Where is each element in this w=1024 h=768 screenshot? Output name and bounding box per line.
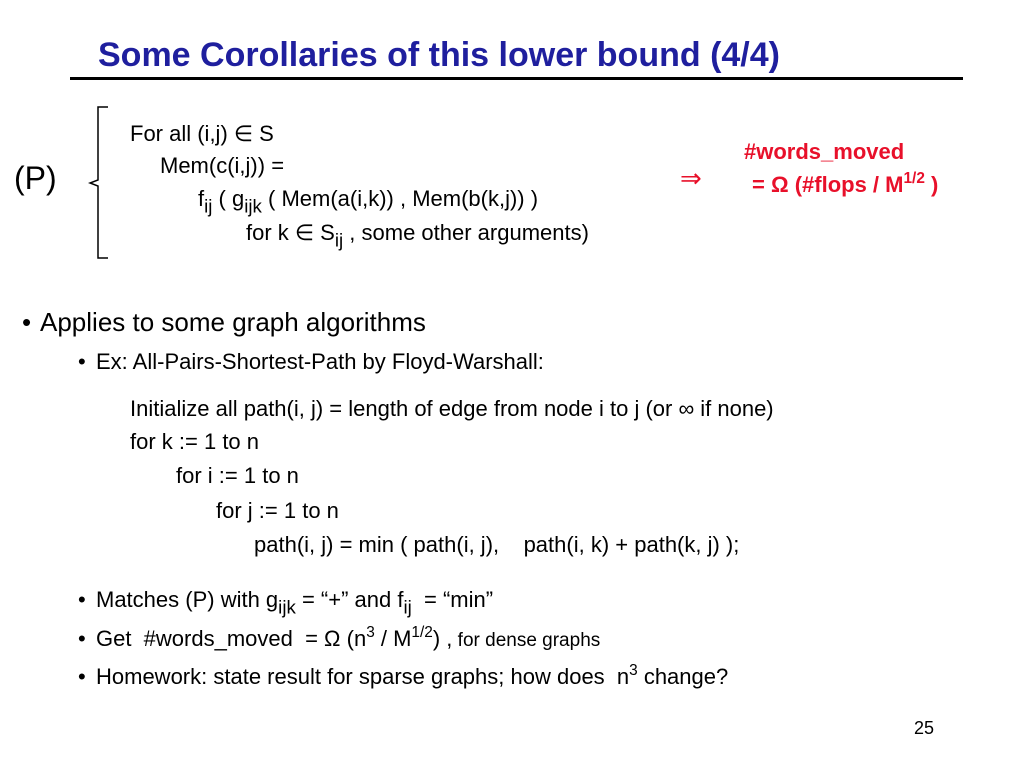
code-line-5: path(i, j) = min ( path(i, j), path(i, k) + path(k, j) ); bbox=[254, 532, 740, 557]
result-line-2-pre: = Ω (#flops / M bbox=[752, 172, 904, 197]
problem-line-2: Mem(c(i,j)) = bbox=[160, 153, 285, 178]
bullet-matches-p bbox=[96, 587, 494, 618]
b3-post: = “min” bbox=[411, 587, 494, 612]
code-line-4: for j := 1 to n bbox=[216, 498, 339, 523]
bullet-floyd-warshall: • Ex: All-Pairs-Shortest-Path by Floyd-Warshall: bbox=[96, 349, 544, 375]
bullet-homework bbox=[96, 661, 729, 690]
code-line-1: Initialize all path(i, j) = length of edge from node i to j (or ∞ if none) bbox=[130, 396, 774, 421]
problem-line-3 bbox=[198, 186, 539, 217]
b5-post: change? bbox=[637, 664, 729, 689]
title-underline bbox=[70, 77, 963, 80]
result-line-2-post: ) bbox=[924, 172, 939, 197]
code-line-2: for k := 1 to n bbox=[130, 429, 260, 454]
b3-sub-ij: ij bbox=[403, 596, 412, 618]
problem-line-4 bbox=[246, 220, 589, 251]
problem-line-3-rest: ( Mem(a(i,k)) , Mem(b(k,j)) ) bbox=[261, 186, 539, 211]
bullet-words-moved bbox=[96, 623, 601, 652]
implies-icon: ⇒ bbox=[680, 163, 702, 193]
b4-mid: / M bbox=[374, 626, 412, 651]
f-subscript: ij bbox=[204, 195, 213, 217]
b4-dense-note: for dense graphs bbox=[452, 630, 601, 651]
b5-sup-3: 3 bbox=[629, 661, 638, 679]
b3-pre: Matches (P) with g bbox=[96, 587, 279, 612]
b3-sub-ijk: ijk bbox=[278, 596, 296, 618]
page-number: 25 bbox=[914, 718, 935, 738]
b4-sup-3: 3 bbox=[366, 623, 375, 641]
b3-mid: = “+” and f bbox=[295, 587, 404, 612]
problem-line-4-pre: for k ∈ S bbox=[246, 220, 335, 245]
f-symbol: f bbox=[198, 186, 205, 211]
b4-sup-half: 1/2 bbox=[411, 623, 433, 641]
code-line-3: for i := 1 to n bbox=[176, 463, 299, 488]
g-symbol: ( g bbox=[212, 186, 245, 211]
problem-line-1: For all (i,j) ∈ S bbox=[130, 121, 274, 146]
problem-line-4-rest: , some other arguments) bbox=[343, 220, 589, 245]
b4-pre: Get #words_moved = Ω (n bbox=[96, 626, 367, 651]
result-exponent: 1/2 bbox=[903, 169, 925, 187]
b4-post: ) , bbox=[432, 626, 453, 651]
g-subscript: ijk bbox=[244, 195, 262, 217]
slide-title: Some Corollaries of this lower bound (4/4) bbox=[98, 36, 780, 74]
b5-pre: Homework: state result for sparse graphs; how does n bbox=[96, 664, 630, 689]
s-subscript: ij bbox=[334, 229, 344, 251]
result-line-2 bbox=[752, 169, 939, 198]
left-brace-icon bbox=[88, 106, 112, 260]
result-line-1: #words_moved bbox=[744, 139, 905, 164]
bullet-graph-algorithms: • Applies to some graph algorithms bbox=[40, 307, 426, 338]
p-label: (P) bbox=[14, 160, 57, 196]
